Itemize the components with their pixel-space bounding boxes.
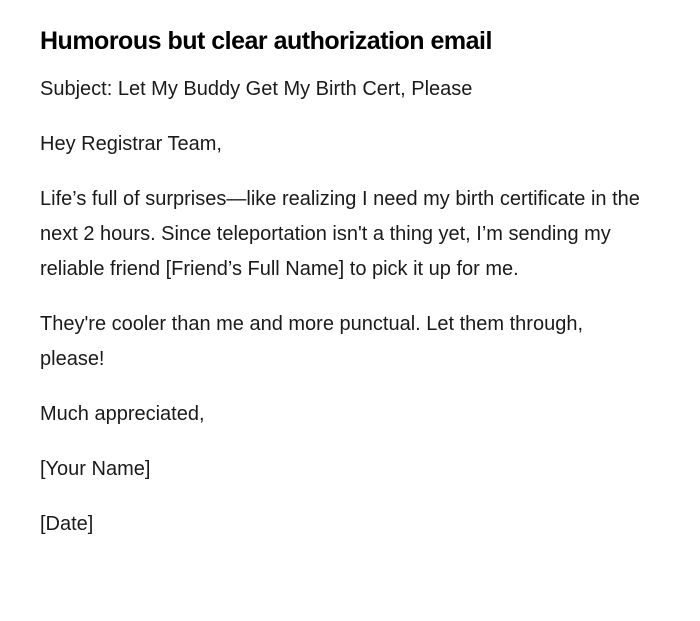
email-greeting: Hey Registrar Team,	[40, 133, 222, 155]
email-body-paragraph-1: Life’s full of surprises—like realizing I need my birth certificate in the next 2 hours. Since teleportation isn't a thing yet, I’m sending my reliable friend [Friend’s Full Name] to pick it up for me.	[40, 188, 640, 280]
document-title: Humorous but clear authorization email	[40, 27, 492, 55]
email-signature: [Your Name]	[40, 458, 151, 480]
email-closing: Much appreciated,	[40, 403, 205, 425]
email-body-paragraph-2: They're cooler than me and more punctual. Let them through, please!	[40, 313, 584, 370]
email-date: [Date]	[40, 513, 94, 535]
email-subject: Subject: Let My Buddy Get My Birth Cert, Please	[40, 78, 473, 100]
